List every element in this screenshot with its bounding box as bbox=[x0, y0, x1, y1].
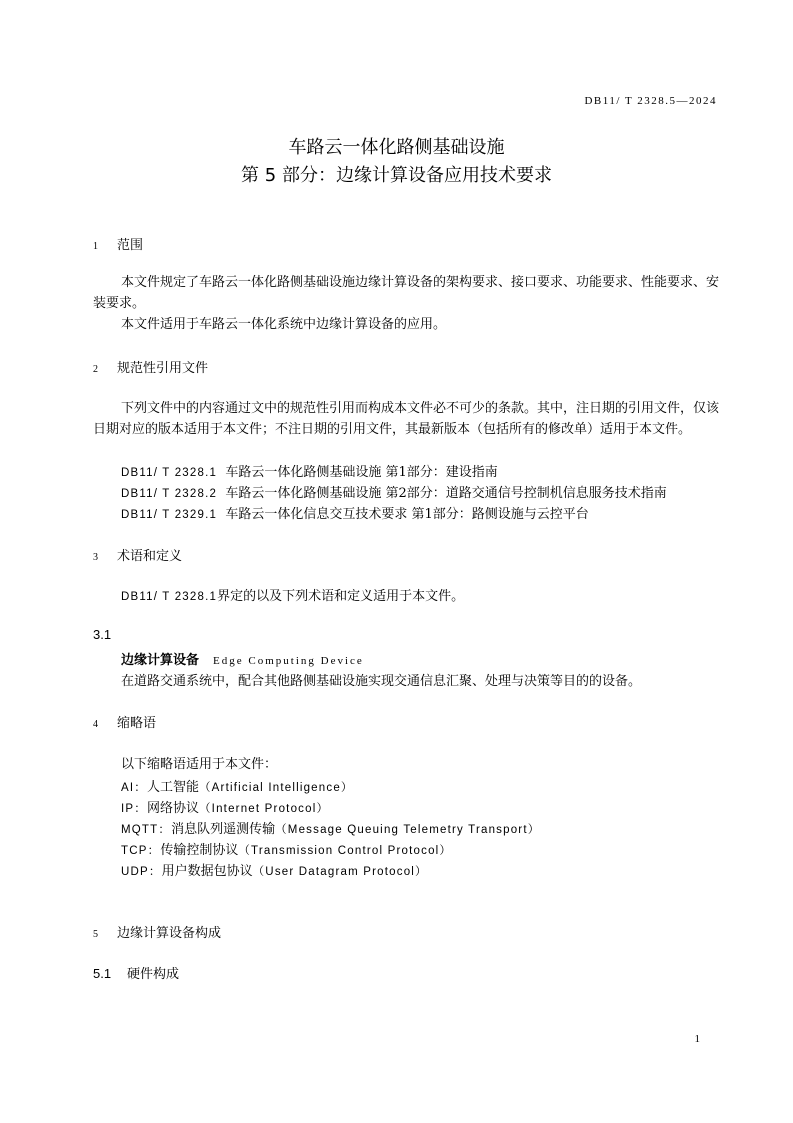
term-definition: 在道路交通系统中，配合其他路侧基础设施实现交通信息汇聚、处理与决策等目的的设备。 bbox=[121, 674, 642, 689]
abbreviation-item bbox=[121, 860, 428, 879]
title-line-2: 第 5 部分：边缘计算设备应用技术要求 bbox=[241, 165, 552, 186]
reference-item bbox=[121, 503, 589, 522]
abbreviation: IP： bbox=[121, 803, 147, 815]
abbreviation: MQTT： bbox=[121, 824, 172, 836]
section-2-paragraph-1: 下列文件中的内容通过文中的规范性引用而构成本文件必不可少的条款。其中，注日期的引用文件，仅该日期对应的版本适用于本文件；不注日期的引用文件，其最新版本（包括所有的修改单）适用于本文件。 bbox=[93, 401, 720, 437]
subsection-title: 硬件构成 bbox=[127, 967, 180, 982]
section-1-paragraph-1: 本文件规定了车路云一体化路侧基础设施边缘计算设备的架构要求、接口要求、功能要求、性能要求、安装要求。 bbox=[93, 275, 720, 311]
section-title: 术语和定义 bbox=[117, 549, 183, 564]
abbreviation-item bbox=[121, 818, 540, 837]
abbreviation-english: （User Datagram Protocol） bbox=[252, 866, 428, 878]
reference-text: 车路云一体化信息交互技术要求 第1部分：路侧设施与云控平台 bbox=[225, 507, 589, 522]
abbreviation: TCP： bbox=[121, 845, 161, 857]
reference-code: DB11/ T 2328.1 bbox=[121, 591, 218, 603]
abbreviation-chinese: 人工智能 bbox=[146, 780, 199, 795]
subsection-number: 5.1 bbox=[93, 966, 112, 981]
section-3-paragraph-1 bbox=[121, 585, 464, 604]
reference-code: DB11/ T 2329.1 bbox=[121, 509, 218, 521]
section-number: 2 bbox=[93, 364, 98, 375]
section-number: 5 bbox=[93, 929, 98, 940]
abbreviation-english: （Artificial Intelligence） bbox=[198, 782, 354, 794]
reference-item bbox=[121, 461, 498, 480]
abbreviations-intro: 以下缩略语适用于本文件： bbox=[121, 757, 278, 772]
section-number: 1 bbox=[93, 241, 98, 252]
section-title: 规范性引用文件 bbox=[117, 361, 209, 376]
reference-code: DB11/ T 2328.2 bbox=[121, 488, 218, 500]
abbreviation-chinese: 网络协议 bbox=[146, 801, 199, 816]
abbreviation-chinese: 传输控制协议 bbox=[160, 843, 239, 858]
subsection-number: 3.1 bbox=[93, 627, 112, 642]
subsection-5-1-heading bbox=[93, 963, 179, 982]
paragraph-text: 界定的以及下列术语和定义适用于本文件。 bbox=[217, 589, 465, 604]
abbreviation-chinese: 用户数据包协议 bbox=[161, 864, 253, 879]
abbreviation-item bbox=[121, 797, 329, 816]
term-english: Edge Computing Device bbox=[213, 655, 364, 667]
standard-code: DB11/ T 2328.5—2024 bbox=[584, 95, 717, 107]
term-entry bbox=[121, 649, 364, 668]
section-2-heading bbox=[93, 357, 208, 376]
term-chinese: 边缘计算设备 bbox=[121, 653, 200, 668]
section-1-heading bbox=[93, 234, 143, 253]
reference-text: 车路云一体化路侧基础设施 第1部分：建设指南 bbox=[225, 465, 498, 480]
section-4-heading bbox=[93, 712, 156, 731]
abbreviation: UDP： bbox=[121, 866, 162, 878]
section-title: 边缘计算设备构成 bbox=[117, 926, 222, 941]
reference-code: DB11/ T 2328.1 bbox=[121, 467, 218, 479]
abbreviation-item bbox=[121, 776, 354, 795]
section-1-paragraph-2: 本文件适用于车路云一体化系统中边缘计算设备的应用。 bbox=[121, 317, 447, 332]
section-title: 缩略语 bbox=[117, 716, 157, 731]
section-3-heading bbox=[93, 545, 182, 564]
abbreviation-item bbox=[121, 839, 452, 858]
section-number: 4 bbox=[93, 719, 98, 730]
section-number: 3 bbox=[93, 552, 98, 563]
abbreviation-english: （Transmission Control Protocol） bbox=[238, 845, 453, 857]
abbreviation: AI： bbox=[121, 782, 147, 794]
title-line-1: 车路云一体化路侧基础设施 bbox=[288, 137, 505, 158]
section-5-heading bbox=[93, 922, 221, 941]
reference-item bbox=[121, 482, 667, 501]
abbreviation-english: （Internet Protocol） bbox=[198, 803, 330, 815]
reference-text: 车路云一体化路侧基础设施 第2部分：道路交通信号控制机信息服务技术指南 bbox=[225, 486, 667, 501]
abbreviation-english: （Message Queuing Telemetry Transport） bbox=[275, 824, 541, 836]
section-title: 范围 bbox=[117, 238, 144, 253]
page-number: 1 bbox=[694, 1033, 700, 1045]
abbreviation-chinese: 消息队列遥测传输 bbox=[171, 822, 276, 837]
